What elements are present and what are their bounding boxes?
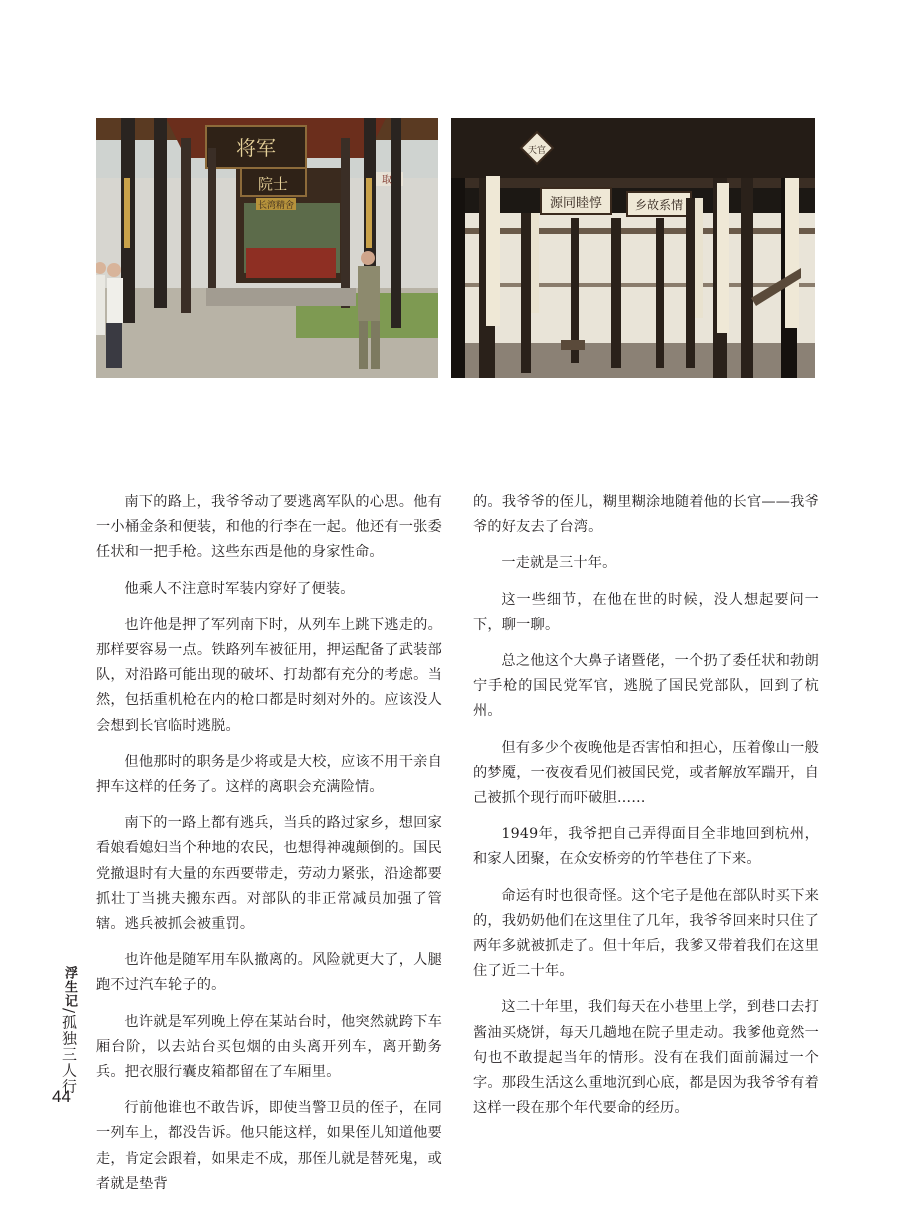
paragraph: 这二十年里，我们每天在小巷里上学，到巷口去打酱油买烧饼，每天几趟地在院子里走动。我爹他竟然一句也不敢提起当年的情形。没有在我们面前漏过一个字。那段生活这么重地沉到心底，都是因为我爷爷有着这样一段在那个年代要命的经历。	[473, 999, 819, 1117]
page-number: 44	[52, 1087, 71, 1106]
plaque-mid-text: 院士	[257, 175, 289, 193]
paragraph: 也许他是押了军列南下时，从列车上跳下逃走的。那样要容易一点。铁路列车被征用，押运配备了武装部队，对沿路可能出现的破坏、打劫都有充分的考虑。当然，包括重机枪在内的枪口都是时刻对外的。应该没人会想到长官临时逃脱。	[96, 616, 442, 734]
paragraph: 但他那时的职务是少将或是大校，应该不用干亲自押车这样的任务了。这样的离职会充满险情。	[96, 753, 442, 796]
paragraph-continuation: 的。我爷爷的侄儿，糊里糊涂地随着他的长官——我爷爷的好友去了台湾。	[473, 494, 819, 536]
sidebar-separator: /	[60, 1008, 78, 1015]
paragraph: 南下的路上，我爷爷动了要逃离军队的心思。他有一小桶金条和便装，和他的行李在一起。他还有一张委任状和一把手枪。这些东西是他的身家性命。	[96, 494, 442, 561]
paragraph: 这一些细节，在他在世的时候，没人想起要问一下，聊一聊。	[473, 591, 819, 633]
paragraph: 命运有时也很奇怪。这个宅子是他在部队时买下来的，我奶奶他们在这里住了几年，我爷爷回来时只住了两年多就被抓走了。但十年后，我爹又带着我们在这里住了近二十年。	[473, 887, 819, 980]
hall-photo-left	[96, 118, 438, 378]
paragraph: 也许他是随军用车队撤离的。风险就更大了，人腿跑不过汽车轮子的。	[96, 952, 442, 994]
plaque-a-text: 源同睦惇	[549, 196, 603, 211]
paragraph: 行前他谁也不敢告诉，即使当警卫员的侄子，在同一列车上，都没告诉。他只能这样，如果侄儿知道他要走，肯定会跟着，如果走不成，那侄儿就是替死鬼，或者就是垫背	[96, 1100, 442, 1192]
paragraph: 南下的一路上都有逃兵，当兵的路过家乡，想回家看娘看媳妇当个种地的农民，也想得神魂颠倒的。国民党撤退时有大量的东西要带走，劳动力紧张，沿途都要抓壮丁当挑夫搬东西。对部队的非正常减员加强了管辖。逃兵被抓会被重罚。	[96, 815, 442, 933]
paragraph: 总之他这个大鼻子诸暨佬，一个扔了委任状和勃朗宁手枪的国民党军官，逃脱了国民党部队，回到了杭州。	[473, 653, 819, 720]
section-sidebar	[54, 966, 80, 1094]
paragraph: 1949年，我爷把自己弄得面目全非地回到杭州，和家人团聚，在众安桥旁的竹竿巷住了下来。	[473, 826, 819, 868]
paragraph: 但有多少个夜晚他是否害怕和担心，压着像山一般的梦魇，一夜夜看见们被国民党，或者解放军踹开，自己被抓个现行而吓破胆……	[473, 739, 819, 807]
article-column-left	[96, 490, 442, 1208]
hanging-sign-text: 天官	[527, 146, 547, 156]
paragraph: 也许就是军列晚上停在某站台时，他突然就跨下车厢台阶，以去站台买包烟的由头离开列车，离开勤务兵。把衣服行囊皮箱都留在了车厢里。	[96, 1013, 442, 1081]
magazine-brand: 浮生记	[62, 966, 77, 1008]
side-sign-text: 取	[382, 175, 392, 186]
hall-scene-left	[96, 118, 438, 378]
article-column-right	[473, 490, 819, 1132]
series-title: 孤独三人行	[60, 1014, 78, 1095]
paragraph: 一走就是三十年。	[501, 555, 617, 572]
hall-scene-right	[451, 118, 815, 378]
hall-photo-right	[451, 118, 815, 378]
plaque-low-text: 长湾精舍	[257, 201, 295, 211]
plaque-top-text: 将军	[236, 136, 276, 160]
paragraph: 他乘人不注意时军装内穿好了便装。	[124, 580, 355, 597]
plaque-b-text: 乡故系情	[634, 198, 684, 212]
